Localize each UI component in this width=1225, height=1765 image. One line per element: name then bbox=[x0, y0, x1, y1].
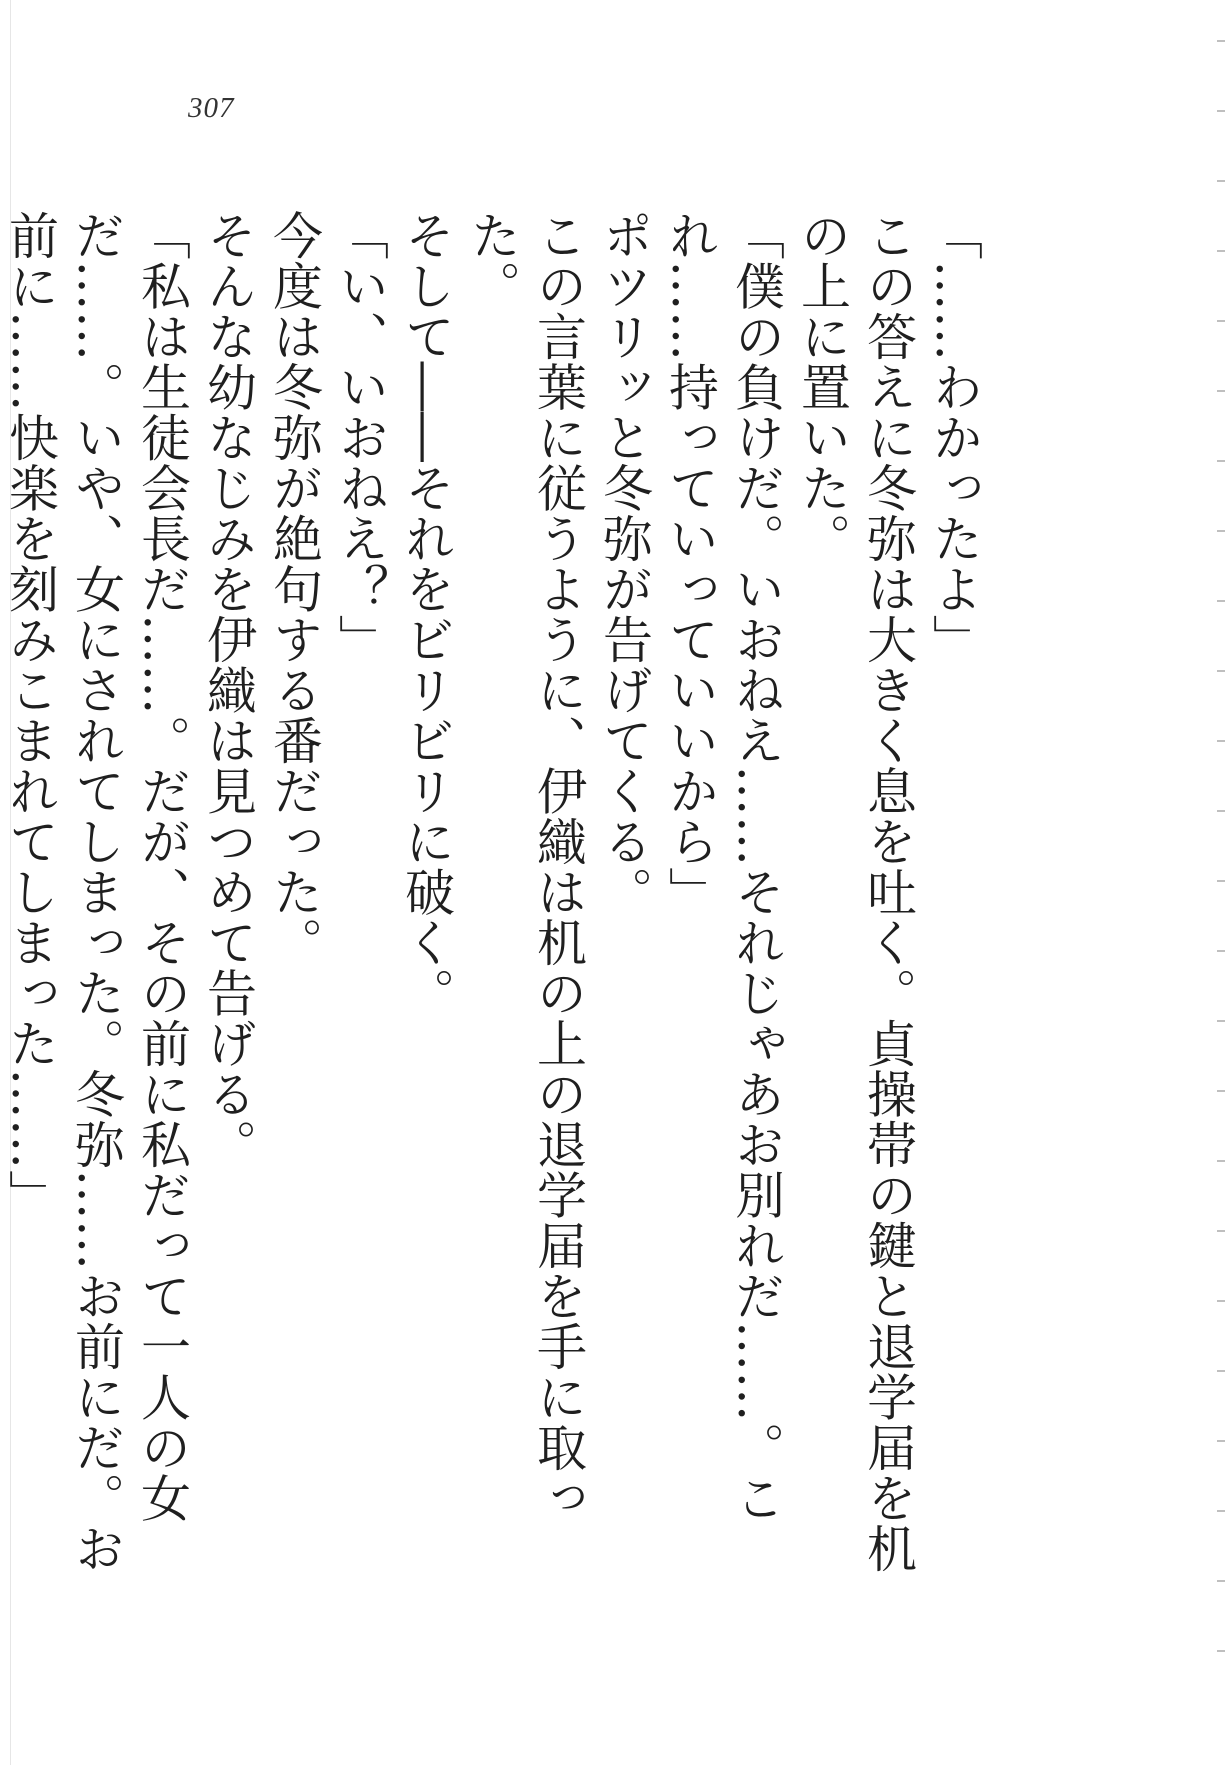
edge-mark bbox=[1217, 1090, 1225, 1092]
body-text bbox=[0, 210, 987, 1610]
edge-mark bbox=[1217, 1020, 1225, 1022]
paragraph: 「……わかったよ」 bbox=[925, 210, 983, 665]
edge-mark bbox=[1217, 40, 1225, 42]
edge-mark bbox=[1217, 250, 1225, 252]
paragraph: 「僕の負けだ。いおねえ……それじゃあお別れだ……。これ……持っていっていいから」 bbox=[661, 210, 785, 1523]
edge-mark bbox=[1217, 460, 1225, 462]
edge-mark bbox=[1217, 1230, 1225, 1232]
edge-mark bbox=[1217, 950, 1225, 952]
edge-mark bbox=[1217, 1440, 1225, 1442]
edge-mark bbox=[1217, 600, 1225, 602]
edge-mark bbox=[1217, 320, 1225, 322]
paragraph: そして――それをビリビリに破く。 bbox=[397, 210, 455, 1018]
edge-mark bbox=[1217, 670, 1225, 672]
edge-mark bbox=[1217, 880, 1225, 882]
edge-mark bbox=[1217, 1650, 1225, 1652]
edge-mark bbox=[1217, 740, 1225, 742]
page-edge-marks bbox=[1211, 40, 1225, 1740]
paragraph: この答えに冬弥は大きく息を吐く。貞操帯の鍵と退学届を机の上に置いた。 bbox=[793, 210, 917, 1574]
edge-mark bbox=[1217, 390, 1225, 392]
edge-mark bbox=[1217, 1510, 1225, 1512]
paragraph: 今度は冬弥が絶句する番だった。 bbox=[265, 210, 323, 968]
edge-mark bbox=[1217, 1580, 1225, 1582]
page-number: 307 bbox=[188, 92, 235, 124]
paragraph: この言葉に従うように、伊織は机の上の退学届を手に取った。 bbox=[463, 210, 587, 1523]
paragraph: ポツリッと冬弥が告げてくる。 bbox=[595, 210, 653, 917]
paragraph: 「い、いおねえ？」 bbox=[331, 210, 389, 665]
edge-mark bbox=[1217, 110, 1225, 112]
edge-mark bbox=[1217, 530, 1225, 532]
edge-mark bbox=[1217, 810, 1225, 812]
edge-mark bbox=[1217, 1300, 1225, 1302]
paragraph: そんな幼なじみを伊織は見つめて告げる。 bbox=[199, 210, 257, 1170]
paragraph: 「私は生徒会長だ……。だが、その前に私だって一人の女だ……。いや、女にされてしまった。冬弥……お前にだ。お前に……快楽を刻みこまれてしまった……」 bbox=[1, 210, 191, 1574]
edge-mark bbox=[1217, 180, 1225, 182]
edge-mark bbox=[1217, 1370, 1225, 1372]
edge-mark bbox=[1217, 1160, 1225, 1162]
